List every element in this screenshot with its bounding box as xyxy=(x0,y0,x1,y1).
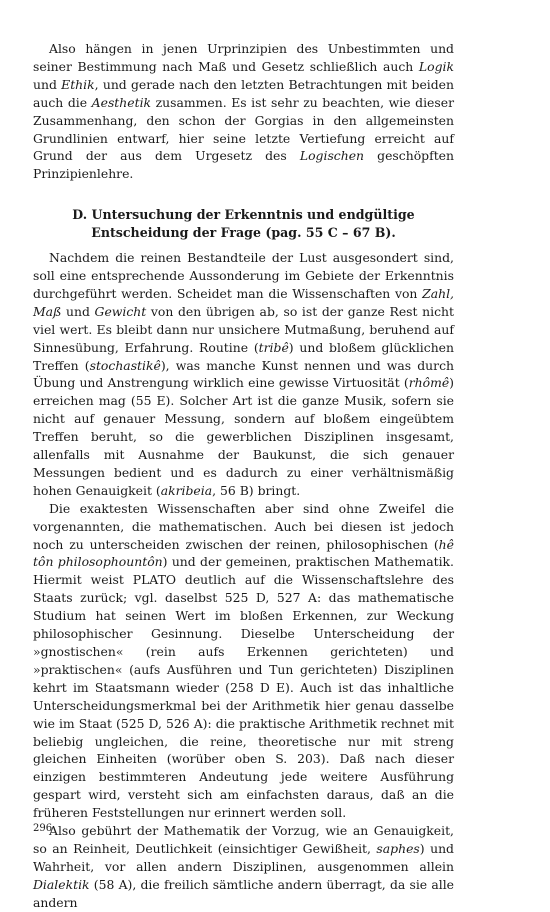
text-run: Nachdem die reinen Bestandteile der Lust ausgesondert sind, soll eine entsprechende Aussonderung im Gebiete der Erkenntnis durchgeführt werden. Scheidet man die Wissenschaften von xyxy=(33,250,454,301)
text-run: , 56 B) bringt. xyxy=(212,482,301,498)
italic-term: Aesthetik xyxy=(91,94,152,110)
text-run: ) erreichen mag (55 E). Solcher Art ist die ganze Musik, sofern sie nicht auf genauer Messung, sondern auf bloßem eingeübtem Treffen beruht, so die gewerblichen Disziplinen insgesamt, allenfalls mit Ausnahme der Baukunst, die sich genauer Messungen bedient und es dadurch zu einer verhältnismäßig hohen Genauigkeit ( xyxy=(33,375,454,498)
text-run: Also gebührt der Mathematik der Vorzug, wie an Genauigkeit, so an Reinheit, Deutlichkeit (einsichtiger Gewißheit, xyxy=(33,823,454,856)
page-body xyxy=(33,40,454,912)
italic-term: Dialektik xyxy=(33,876,90,892)
text-run: , und gerade nach den letzten Betrachtungen mit beiden auch die xyxy=(33,76,454,110)
italic-term: hê tôn philosophountôn xyxy=(33,536,454,570)
text-run: ), was manche Kunst nennen und was durch Übung und Anstrengung wirklich eine gewisse Virtuosität ( xyxy=(33,357,454,391)
text-run: Die exaktesten Wissenschaften aber sind ohne Zweifel die vorgenannten, die mathematischen. Auch bei diesen ist jedoch noch zu unterscheiden zwischen der reinen, philosophischen ( xyxy=(33,500,454,552)
text-run: und xyxy=(33,76,62,92)
paragraph-erkenntnis xyxy=(33,249,454,500)
italic-term: Logik xyxy=(418,58,454,74)
italic-term: akribeia xyxy=(160,482,213,498)
text-run: ) und der gemeinen, praktischen Mathematik. Hiermit weist PLATO deutlich auf die Wissenschaftslehre des Staats zurück; vgl. daselbst 525 D, 527 A: das mathematische Studium hat seinen Wert im bloßen Erkennen, zur Weckung philosophischer Gesinnung. Dieselbe Unterscheidung der »gnostischen« (rein aufs Erkennen gerichteten) und »praktischen« (aufs Ausführen und Tun gerichteten) Disziplinen kehrt im Staatsmann wieder (258 D E). Auch ist das inhaltliche Unterscheidungsmerkmal bei der Arithmetik hier genau dasselbe wie im Staat (525 D, 526 A): die praktische Arithmetik rechnet mit beliebig ungleichen, die reine, theoretische nur mit streng gleichen Einheiten (worüber oben S. 203). Daß nach dieser einzigen bestimmteren Andeutung jede weitere Ausführung gespart wird, versteht sich am einfachsten daraus, daß an die früheren Feststellungen nur erinnert werden soll. xyxy=(33,554,454,821)
paragraph-dialektik xyxy=(33,822,454,912)
italic-term: Logischen xyxy=(299,148,365,164)
text-run: ) und Wahrheit, vor allen andern Disziplinen, ausgenommen allein xyxy=(33,840,454,874)
italic-term: Gewicht xyxy=(94,303,147,319)
page-number: 296 xyxy=(33,823,53,834)
paragraph-intro xyxy=(33,40,454,183)
italic-term: rhômê xyxy=(408,375,450,391)
text-run: von den übrigen ab, so ist der ganze Rest nicht viel wert. Es bleibt dann nur unsichere Mutmaßung, beruhend auf Sinnesübung, Erfahrung. Routine ( xyxy=(33,303,454,355)
italic-term: Zahl, Maß xyxy=(33,285,454,319)
text-run: ) und bloßem glücklichen Treffen ( xyxy=(33,339,454,373)
text-run: (58 A), die freilich sämtliche andern überragt, da sie alle andern xyxy=(33,876,454,910)
text-run: Also hängen in jenen Urprinzipien des Unbestimmten und seiner Bestimmung nach Maß und Gesetz schließlich auch xyxy=(33,41,454,74)
text-run: zusammen. Es ist sehr zu beachten, wie dieser Zusammenhang, den schon der Gorgias in den allgemeinsten Grundlinien entwarf, hier seine letzte Vertiefung erreicht auf Grund der aus dem Urgesetz des xyxy=(33,94,454,164)
italic-term: saphes xyxy=(376,840,420,856)
paragraph-mathematik xyxy=(33,500,454,822)
italic-term: stochastikê xyxy=(89,357,161,373)
italic-term: Ethik xyxy=(61,76,95,92)
text-run: und xyxy=(61,303,95,319)
section-heading: D. Untersuchung der Erkenntnis und endgültige Entscheidung der Frage (pag. 55 C – 67 B). xyxy=(72,207,415,241)
text-run: geschöpften Prinzipienlehre. xyxy=(33,148,454,182)
italic-term: tribê xyxy=(258,339,289,355)
